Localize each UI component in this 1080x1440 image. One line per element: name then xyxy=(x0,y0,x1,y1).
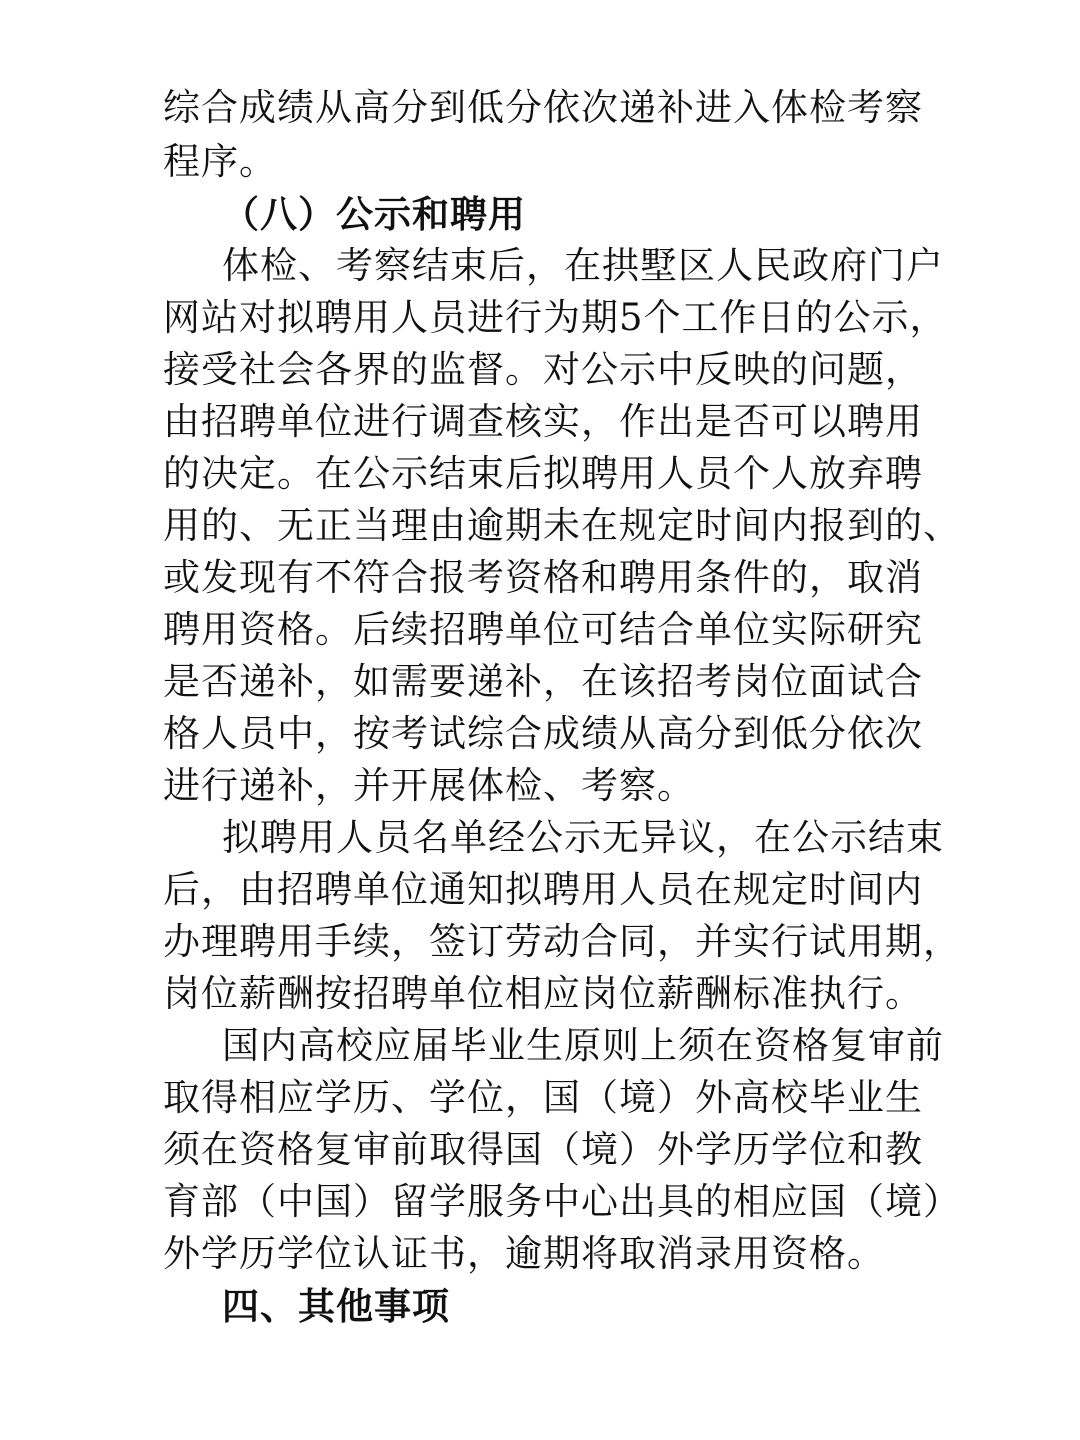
text-line: 取得相应学历、学位，国（境）外高校毕业生 xyxy=(163,1076,923,1119)
text-line: 接受社会各界的监督。对公示中反映的问题， xyxy=(163,348,923,391)
text-line: 是否递补，如需要递补，在该招考岗位面试合 xyxy=(163,660,923,703)
text-line: 或发现有不符合报考资格和聘用条件的，取消 xyxy=(163,556,923,599)
text-line: 用的、无正当理由逾期未在规定时间内报到的、 xyxy=(163,504,961,547)
text-line: 岗位薪酬按招聘单位相应岗位薪酬标准执行。 xyxy=(163,972,923,1015)
section-heading: 四、其他事项 xyxy=(222,1284,450,1328)
text-line: 进行递补，并开展体检、考察。 xyxy=(163,764,695,807)
section-heading: （八）公示和聘用 xyxy=(222,192,526,236)
text-line: 由招聘单位进行调查核实，作出是否可以聘用 xyxy=(163,400,923,443)
text-line: 拟聘用人员名单经公示无异议，在公示结束 xyxy=(222,816,944,859)
text-line: 办理聘用手续，签订劳动合同，并实行试用期， xyxy=(163,920,961,963)
text-line: 后，由招聘单位通知拟聘用人员在规定时间内 xyxy=(163,868,923,911)
text-line: 体检、考察结束后，在拱墅区人民政府门户 xyxy=(222,244,944,287)
text-line: 国内高校应届毕业生原则上须在资格复审前 xyxy=(222,1024,944,1067)
text-line: 聘用资格。后续招聘单位可结合单位实际研究 xyxy=(163,608,923,651)
text-line: 程序。 xyxy=(163,140,277,183)
text-line: 综合成绩从高分到低分依次递补进入体检考察 xyxy=(163,86,923,129)
text-line: 外学历学位认证书，逾期将取消录用资格。 xyxy=(163,1232,885,1275)
text-line: 须在资格复审前取得国（境）外学历学位和教 xyxy=(163,1128,923,1171)
text-line: 育部（中国）留学服务中心出具的相应国（境） xyxy=(163,1180,961,1223)
text-line: 格人员中，按考试综合成绩从高分到低分依次 xyxy=(163,712,923,755)
text-line: 的决定。在公示结束后拟聘用人员个人放弃聘 xyxy=(163,452,923,495)
text-line: 网站对拟聘用人员进行为期5个工作日的公示， xyxy=(163,296,948,339)
